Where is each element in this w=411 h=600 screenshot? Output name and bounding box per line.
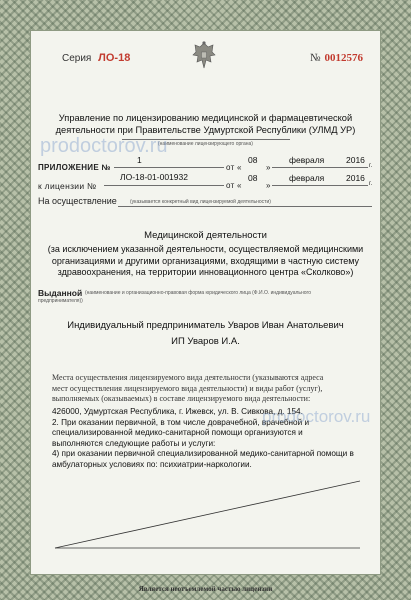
holder-caption-1: (наименование и организационно-правовая форма юридического лица (Ф.И.О. индивидуального (85, 290, 312, 296)
places-intro-line-2: мест осуществления лицензируемого вида деятельности) и виды работ (услуг), (52, 383, 323, 393)
footer-note: Является неотъемлемой частью лицензии (138, 585, 273, 593)
number-label: № (310, 52, 321, 64)
holder-name: Индивидуальный предприниматель Уваров Иван Анатольевич (67, 320, 344, 331)
license-year: 2016 (346, 173, 365, 183)
holder-caption-2: предпринимателя)) (38, 298, 83, 304)
appendix-day: 08 (248, 155, 258, 165)
issuer-line-1: Управление по лицензированию медицинской и фармацевтической (58, 113, 353, 123)
places-address: 426000, Удмуртская Республика, г. Ижевск, ул. В. Сивкова, д. 154. (52, 407, 303, 416)
appendix-year: 2016 (346, 155, 365, 165)
license-year-suffix: г. (369, 181, 373, 187)
series-field (62, 52, 130, 64)
series-value: ЛО-18 (98, 52, 131, 64)
license-number: ЛО-18-01-001932 (120, 172, 188, 182)
license-label: к лицензии № (38, 181, 97, 191)
activity-line-2: организациями и другими организациями, входящими в частную систему (51, 255, 360, 266)
places-intro-line-3: выполняемых (оказываемых) в составе лицензируемого вида деятельности: (52, 394, 311, 403)
appendix-month: февраля (289, 155, 325, 165)
watermark-top: prodoctorov.ru (40, 135, 168, 157)
holder-short-name: ИП Уваров И.А. (171, 336, 240, 347)
license-month: февраля (289, 173, 325, 183)
item4-line-1: 4) при оказании первичной специализированной медико-санитарной помощи в (52, 449, 354, 458)
license-day: 08 (248, 173, 258, 183)
series-label: Серия (62, 53, 92, 64)
issuer-caption: (наименование лицензирующего органа) (158, 141, 253, 147)
activity-caption: (указывается конкретный вид лицензируемой деятельности) (130, 199, 271, 205)
license-date-line (272, 185, 368, 186)
coat-of-arms-icon (190, 40, 218, 72)
activity-title: Медицинской деятельности (144, 230, 267, 241)
holder-label: Выданной (38, 288, 83, 298)
places-intro (52, 373, 372, 405)
activity-label: На осуществление (38, 196, 117, 206)
appendix-number-line (114, 167, 224, 168)
license-number-line (104, 185, 224, 186)
item2-line-2: специализированной медико-санитарной помощи организуются и (52, 428, 303, 437)
license-close-quote: » (266, 181, 271, 190)
places-intro-line-1: Места осуществления лицензируемого вида деятельности (указываются адреса (52, 373, 324, 382)
issuer-block (30, 112, 381, 136)
license-from-label: от « (226, 181, 242, 190)
appendix-year-suffix: г. (369, 163, 373, 169)
item2-line-3: выполняются следующие работы и услуги: (52, 438, 216, 448)
appendix-close-quote: » (266, 163, 271, 172)
activity-line-1: (за исключением указанной деятельности, осуществляемой медицинскими (47, 244, 364, 254)
activity-line-3: здравоохранения, на территории инновационного центра «Сколково») (57, 267, 354, 277)
activity-underline (118, 206, 372, 207)
appendix-number: 1 (137, 155, 142, 165)
license-appendix-sheet (30, 30, 381, 593)
blank-strike-lines (50, 475, 370, 555)
watermark-bottom: prodoctorov.ru (262, 407, 371, 426)
appendix-from-label: от « (226, 163, 242, 172)
issuer-line-2: деятельности при Правительстве Удмуртской Республики (УЛМД УР) (55, 125, 356, 135)
appendix-date-line (272, 167, 368, 168)
number-value: 0012576 (324, 52, 363, 64)
form-number (310, 52, 363, 64)
item4-line-2: амбулаторных условиях по: психиатрии-наркологии. (52, 459, 252, 469)
activity-description (30, 244, 381, 279)
appendix-label: ПРИЛОЖЕНИЕ № (38, 163, 111, 172)
item2-line-1: 2. При оказании первичной, в том числе доврачебной, врачебной и (52, 417, 310, 427)
